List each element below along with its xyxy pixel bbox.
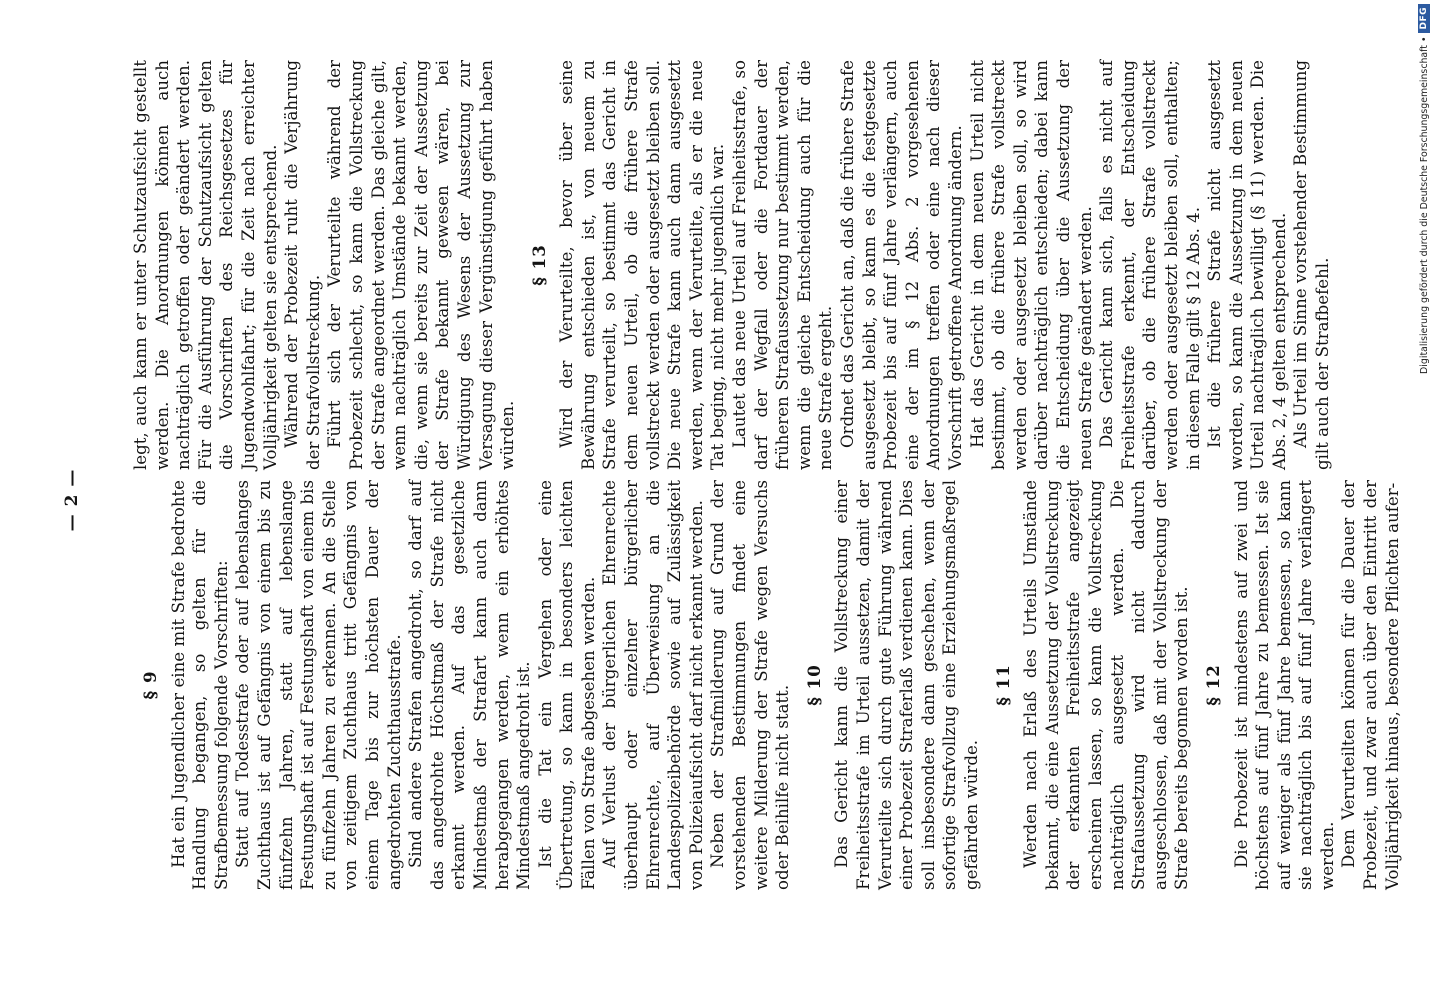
section-heading: § 10: [803, 664, 824, 706]
paragraph: Als Urteil im Sinne vorstehender Bestimmung gilt auch der Strafbefehl.: [1291, 60, 1333, 470]
text-column-right: [130, 60, 1333, 470]
page-number: — 2 —: [62, 468, 82, 532]
section-heading: § 12: [1202, 664, 1223, 706]
paragraph: Hat ein Jugendlicher eine mit Strafe bedrohte Handlung begangen, so gelten für die Strafbemessung folgende Vorschriften:: [168, 480, 231, 890]
paragraph: Führt sich der Verurteilte während der Probezeit schlecht, so kann die Vollstreckung der Strafe angeordnet werden. Das gleiche gilt, wenn nachträglich Umstände bekannt werden, die, wenn sie bereits zur Zeit der Aussetzung der Strafe bekannt gewesen wären, bei Würdigung des Wesens der Aussetzung zur Versagung dieser Vergünstigung geführt haben würden.: [325, 60, 518, 470]
paragraph: Sind andere Strafen angedroht, so darf auf das angedrohte Höchstmaß der Strafe nicht erkannt werden. Auf das gesetzliche Mindestmaß der Strafart kann auch dann herabgegangen werden, wenn ein erhöhtes Mindestmaß angedroht ist.: [406, 480, 534, 890]
dfg-logo: DFG: [1418, 4, 1430, 33]
paragraph: Auf Verlust der bürgerlichen Ehrenrechte überhaupt oder einzelner bürgerlicher Ehrenrechte, auf Überweisung an die Landespolizeibehörde sowie auf Zulässigkeit von Polizeiaufsicht darf nicht erkannt werden.: [600, 480, 706, 890]
paragraph: Während der Probezeit ruht die Verjährung der Strafvollstreckung.: [282, 60, 323, 470]
paragraph: Statt auf Todesstrafe oder auf lebenslanges Zuchthaus ist auf Gefängnis von einem bis zu fünfzehn Jahren, statt auf lebenslange Festungshaft ist auf Festungshaft von einem bis zu fünfzehn Jahren zu erkennen. An die Stelle von zeitigem Zuchthaus tritt Gefängnis von einem Tage bis zur höchsten Dauer der angedrohten Zuchthausstrafe.: [233, 480, 404, 890]
section-heading: § 9: [140, 670, 160, 700]
text-column-left: [130, 480, 1402, 890]
digitization-attribution: [1414, 4, 1434, 994]
paragraph: Hat das Gericht in dem neuen Urteil nicht bestimmt, ob die frühere Strafe vollstreckt werden oder ausgesetzt bleiben soll, so wird darüber nachträglich entschieden; dabei kann die Entscheidung über die Aussetzung der neuen Strafe geändert werden.: [967, 60, 1095, 470]
paragraph: Ist die Tat ein Vergehen oder eine Übertretung, so kann in besonders leichten Fällen von Strafe abgesehen werden.: [535, 480, 598, 890]
paragraph: legt, auch kann er unter Schutzaufsicht gestellt werden. Die Anordnungen können auch nachträglich getroffen oder geändert werden. Für die Ausführung der Schutzaufsicht gelten die Vorschriften des Reichsgesetzes für Jugendwohlfahrt; für die Zeit nach erreichter Volljährigkeit gelten sie entsprechend.: [131, 60, 280, 470]
paragraph: Werden nach Erlaß des Urteils Umstände bekannt, die eine Aussetzung der Vollstreckung der erkannten Freiheitsstrafe angezeigt erscheinen lassen, so kann die Vollstreckung nachträglich ausgesetzt werden. Die Strafaussetzung wird nicht dadurch ausgeschlossen, daß mit der Vollstreckung der Strafe bereits begonnen worden ist.: [1021, 480, 1192, 890]
paragraph: Lautet das neue Urteil auf Freiheitsstrafe, so darf der Wegfall oder die Fortdauer der früheren Strafaussetzung nur bestimmt werden, wenn die gleiche Entscheidung auch für die neue Strafe ergeht.: [730, 60, 836, 470]
paragraph: Neben der Strafmilderung auf Grund der vorstehenden Bestimmungen findet eine weitere Milderung der Strafe wegen Versuchs oder Beihilfe nicht statt.: [708, 480, 793, 890]
paragraph: Die Probezeit ist mindestens auf zwei und höchstens auf fünf Jahre zu bemessen. Ist sie auf weniger als fünf Jahre bemessen, so kann sie nachträglich bis auf fünf Jahre verlängert werden.: [1231, 480, 1337, 890]
paragraph: Das Gericht kann die Vollstreckung einer Freiheitsstrafe im Urteil aussetzen, damit der Verurteilte sich durch gute Führung während einer Probezeit Straferlaß verdienen kann. Dies soll insbesondere dann geschehen, wenn der sofortige Strafvollzug eine Erziehungsmaßregel gefährden würde.: [832, 480, 981, 890]
section-heading: § 13: [528, 244, 549, 286]
section-heading: § 11: [992, 664, 1013, 706]
paragraph: Dem Verurteilten können für die Dauer der Probezeit, und zwar auch über den Eintritt der Volljährigkeit hinaus, besondere Pflichten aufer-: [1339, 480, 1402, 890]
paragraph: Ordnet das Gericht an, daß die frühere Strafe ausgesetzt bleibt, so kann es die festgesetzte Probezeit bis auf fünf Jahre verlängern, auch eine der im § 12 Abs. 2 vorgesehenen Anordnungen treffen oder eine nach dieser Vorschrift getroffene Anordnung ändern.: [838, 60, 965, 470]
attribution-text: Digitalisierung gefördert durch die Deutsche Forschungsgemeinschaft •: [1418, 36, 1430, 374]
paragraph: Das Gericht kann sich, falls es nicht auf Freiheitsstrafe erkennt, der Entscheidung darüber, ob die frühere Strafe vollstreckt werden oder ausgesetzt bleiben soll, enthalten; in diesem Falle gilt § 12 Abs. 4.: [1097, 60, 1203, 470]
paragraph: Ist die frühere Strafe nicht ausgesetzt worden, so kann die Aussetzung in dem neuen Urteil nachträglich bewilligt (§ 11) werden. Die Abs. 2, 4 gelten entsprechend.: [1205, 60, 1289, 470]
paragraph: Wird der Verurteilte, bevor über seine Bewährung entschieden ist, von neuem zu Strafe verurteilt, so bestimmt das Gericht in dem neuen Urteil, ob die frühere Strafe vollstreckt werden oder ausgesetzt bleiben soll. Die neue Strafe kann auch dann ausgesetzt werden, wenn der Verurteilte, als er die neue Tat beging, nicht mehr jugendlich war.: [557, 60, 728, 470]
